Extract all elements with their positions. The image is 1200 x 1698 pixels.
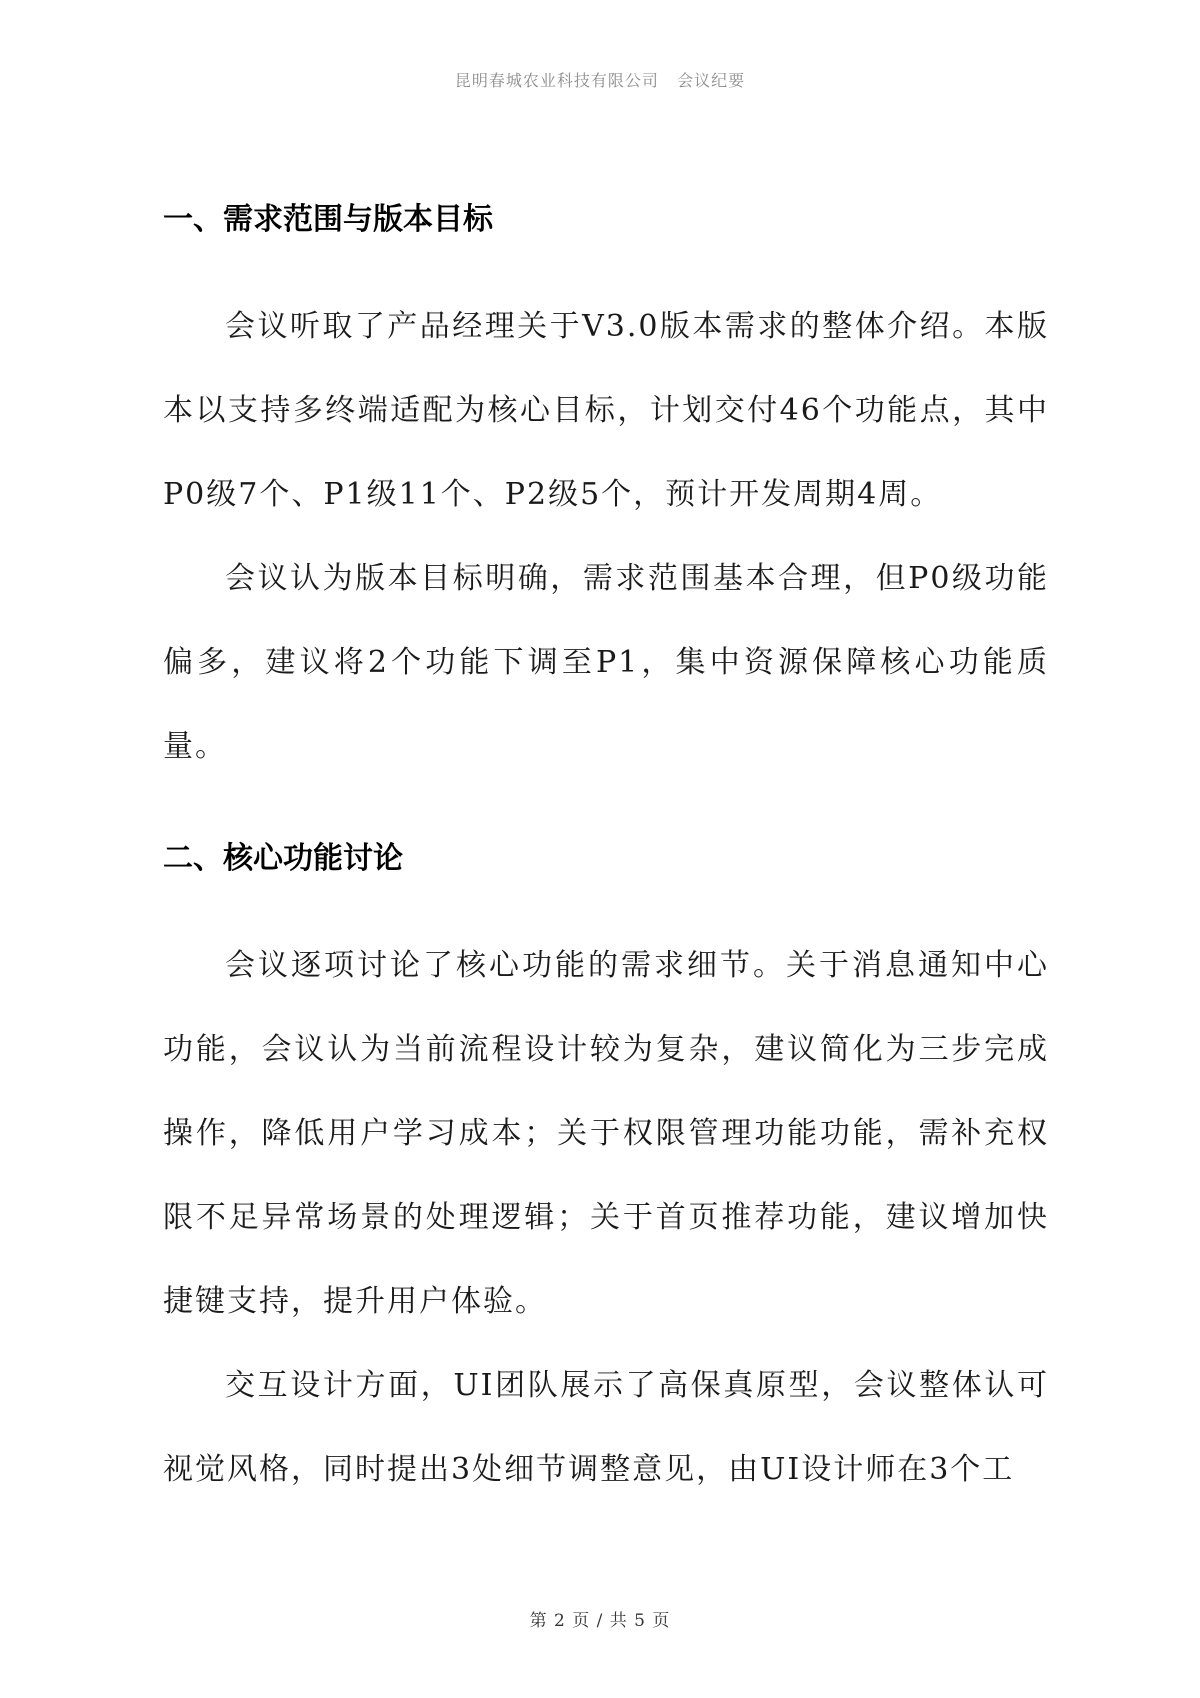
body-paragraph: 会议逐项讨论了核心功能的需求细节。关于消息通知中心功能，会议认为当前流程设计较为复杂，建议简化为三步完成操作，降低用户学习成本；关于权限管理功能功能，需补充权限不足异常场景的处理逻辑；关于首页推荐功能，建议增加快捷键支持，提升用户体验。 (163, 948, 1049, 1319)
document-body (163, 200, 1049, 1512)
running-header (0, 68, 1200, 91)
section-heading: 二、核心功能讨论 (163, 841, 403, 876)
header-doc-type: 会议纪要 (677, 71, 746, 90)
body-paragraph: 交互设计方面，UI团队展示了高保真原型，会议整体认可视觉风格，同时提出3处细节调整意见，由UI设计师在3个工 (163, 1368, 1049, 1487)
section-heading: 一、需求范围与版本目标 (163, 202, 493, 237)
body-paragraph: 会议认为版本目标明确，需求范围基本合理，但P0级功能偏多，建议将2个功能下调至P1，集中资源保障核心功能质量。 (163, 561, 1049, 764)
header-company: 昆明春城农业科技有限公司 (454, 71, 659, 90)
page-number-footer: 第 2 页 / 共 5 页 (529, 1611, 671, 1631)
body-paragraph: 会议听取了产品经理关于V3.0版本需求的整体介绍。本版本以支持多终端适配为核心目标，计划交付46个功能点，其中P0级7个、P1级11个、P2级5个，预计开发周期4周。 (163, 309, 1049, 512)
